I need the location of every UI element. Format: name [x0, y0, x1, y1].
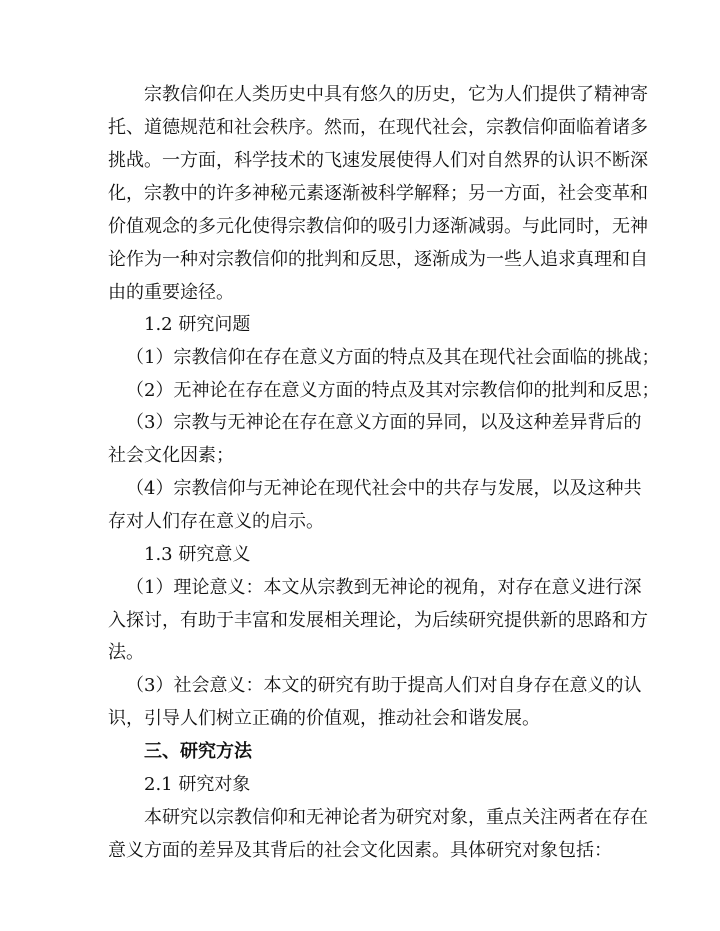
subjects-line-2: 意义方面的差异及其背后的社会文化因素。具体研究对象包括：: [108, 840, 612, 861]
significance-3-cont: 识，引导人们树立正确的价值观，推动社会和谐发展。: [108, 708, 540, 729]
significance-1-end: 法。: [108, 642, 144, 663]
significance-1: （1）理论意义：本文从宗教到无神论的视角，对存在意义进行深: [126, 577, 642, 598]
significance-3: （3）社会意义：本文的研究有助于提高人们对自身存在意义的认: [126, 675, 642, 696]
question-4-cont: 存对人们存在意义的启示。: [108, 511, 324, 532]
section-2-1-heading: 2.1 研究对象: [144, 774, 251, 795]
subjects-line-1: 本研究以宗教信仰和无神论者为研究对象，重点关注两者在存在: [144, 807, 648, 828]
section-1-2-heading: 1.2 研究问题: [144, 314, 251, 335]
intro-line-1: 宗教信仰在人类历史中具有悠久的历史，它为人们提供了精神寄: [144, 84, 648, 105]
intro-line-6: 论作为一种对宗教信仰的批判和反思，逐渐成为一些人追求真理和自: [108, 249, 648, 270]
intro-line-7: 由的重要途径。: [108, 282, 234, 303]
intro-line-5: 价值观念的多元化使得宗教信仰的吸引力逐渐减弱。与此同时，无神: [108, 216, 648, 237]
question-1: （1）宗教信仰在存在意义方面的特点及其在现代社会面临的挑战；: [126, 347, 660, 368]
question-3-cont: 社会文化因素；: [108, 445, 234, 466]
section-1-3-heading: 1.3 研究意义: [144, 544, 251, 565]
question-3: （3）宗教与无神论在存在意义方面的异同，以及这种差异背后的: [126, 412, 642, 433]
section-3-heading: 三、研究方法: [144, 741, 252, 762]
question-2: （2）无神论在存在意义方面的特点及其对宗教信仰的批判和反思；: [126, 380, 660, 401]
significance-1-cont: 入探讨，有助于丰富和发展相关理论，为后续研究提供新的思路和方: [108, 610, 648, 631]
intro-line-3: 挑战。一方面，科学技术的飞速发展使得人们对自然界的认识不断深: [108, 150, 648, 171]
intro-line-2: 托、道德规范和社会秩序。然而，在现代社会，宗教信仰面临着诸多: [108, 117, 648, 138]
question-4: （4）宗教信仰与无神论在现代社会中的共存与发展，以及这种共: [126, 478, 642, 499]
intro-line-4: 化，宗教中的许多神秘元素逐渐被科学解释；另一方面，社会变革和: [108, 183, 648, 204]
